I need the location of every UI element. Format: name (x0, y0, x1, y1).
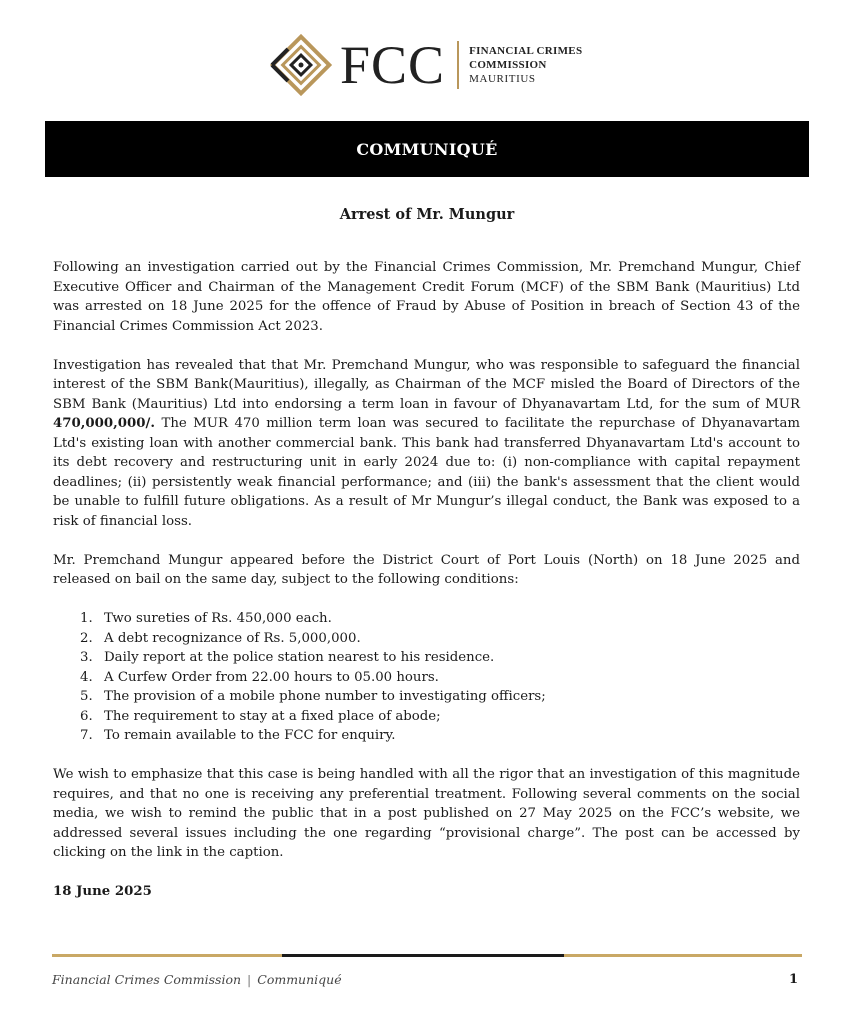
list-item-text: To remain available to the FCC for enquiry. (104, 728, 396, 743)
footer-rule-left (52, 954, 282, 957)
paragraph-1: Following an investigation carried out by the Financial Crimes Commission, Mr. Premchand Mungur, Chief Executive Officer and Chairman of the Management Credit Forum (MCF) of the SBM Bank (Mauritius) Ltd was arrested on 18 June 2025 for the offence of Fraud by Abuse of Position in breach of Section 43 of the Financial Crimes Commission Act 2023. (53, 260, 800, 334)
list-item-text: The requirement to stay at a fixed place of abode; (104, 708, 441, 724)
list-item-text: The provision of a mobile phone number to investigating officers; (104, 689, 546, 704)
paragraph-2-part-b: The MUR 470 million term loan was secured to facilitate the repurchase of Dhyanavartam Ltd's existing loan with another commercial bank. This bank had transferred Dhyanavartam Ltd's account to its debt recovery and restructuring unit in early 2024 due to: (i) non-compliance with capital repayment deadlines; (ii) persistently weak financial performance; and (iii) the bank's assessment that the client would be unable to fulfill future obligations. As a result of Mr Mungur’s illegal conduct, the Bank was exposed to a risk of financial loss. (53, 416, 800, 529)
page-number: 1 (789, 972, 799, 987)
fcc-logo (270, 33, 582, 97)
list-item-number: 7. (80, 728, 93, 743)
list-item-text: Two sureties of Rs. 450,000 each. (104, 611, 332, 626)
footer-org: Financial Crimes Commission (52, 972, 242, 987)
footer-rule-right (564, 954, 802, 957)
list-item (80, 707, 800, 727)
footer-label (52, 972, 342, 987)
paragraph-4: We wish to emphasize that this case is being handled with all the rigor that an investigation of this magnitude requires, and that no one is receiving any preferential treatment. Following several comments on the social media, we wish to remind the public that in a post published on 27 May 2025 on the FCC’s website, we addressed several issues including the one regarding “provisional charge”. The post can be accessed by clicking on the link in the caption. (53, 767, 800, 860)
banner-label: COMMUNIQUÉ (356, 139, 498, 159)
list-item (80, 668, 800, 688)
loan-amount: 470,000,000/. (53, 416, 156, 431)
footer-doc-type: Communiqué (257, 972, 342, 987)
list-item-text: A Curfew Order from 22.00 hours to 05.00 hours. (104, 669, 439, 685)
list-item (80, 687, 800, 707)
list-item-number: 4. (80, 669, 93, 685)
document-body (53, 258, 800, 902)
list-item (80, 648, 800, 668)
document-title: Arrest of Mr. Mungur (339, 206, 515, 223)
list-item-text: Daily report at the police station nearest to his residence. (104, 650, 495, 665)
document-date: 18 June 2025 (53, 884, 152, 899)
paragraph-2 (53, 356, 800, 532)
list-item (80, 609, 800, 629)
list-item-text: A debt recognizance of Rs. 5,000,000. (104, 630, 361, 646)
bail-conditions-list (80, 609, 800, 746)
footer-rule-middle (282, 954, 564, 957)
list-item-number: 1. (80, 611, 93, 626)
list-item-number: 3. (80, 650, 93, 665)
fcc-diamond-logo-icon (270, 34, 332, 96)
logo-org-name (469, 44, 582, 86)
footer-separator: | (247, 972, 252, 987)
logo-wordmark: FCC (340, 35, 446, 95)
paragraph-3: Mr. Premchand Mungur appeared before the District Court of Port Louis (North) on 18 June 2025 and released on bail on the same day, subject to the following conditions: (53, 552, 800, 587)
paragraph-2-part-a: Investigation has revealed that that Mr. Premchand Mungur, who was responsible to safeguard the financial interest of the SBM Bank(Mauritius), illegally, as Chairman of the MCF misled the Board of Directors of the SBM Bank (Mauritius) Ltd into endorsing a term loan in favour of Dhyanavartam Ltd, for the sum of MUR (53, 357, 800, 412)
list-item (80, 726, 800, 746)
org-line-1: FINANCIAL CRIMES (469, 45, 583, 57)
logo-divider (457, 41, 459, 89)
list-item-number: 2. (80, 630, 93, 646)
org-line-3: MAURITIUS (469, 73, 536, 85)
org-line-2: COMMISSION (469, 59, 547, 71)
list-item (80, 629, 800, 649)
list-item-number: 5. (80, 689, 93, 704)
communique-banner (45, 121, 809, 177)
list-item-number: 6. (80, 708, 93, 724)
